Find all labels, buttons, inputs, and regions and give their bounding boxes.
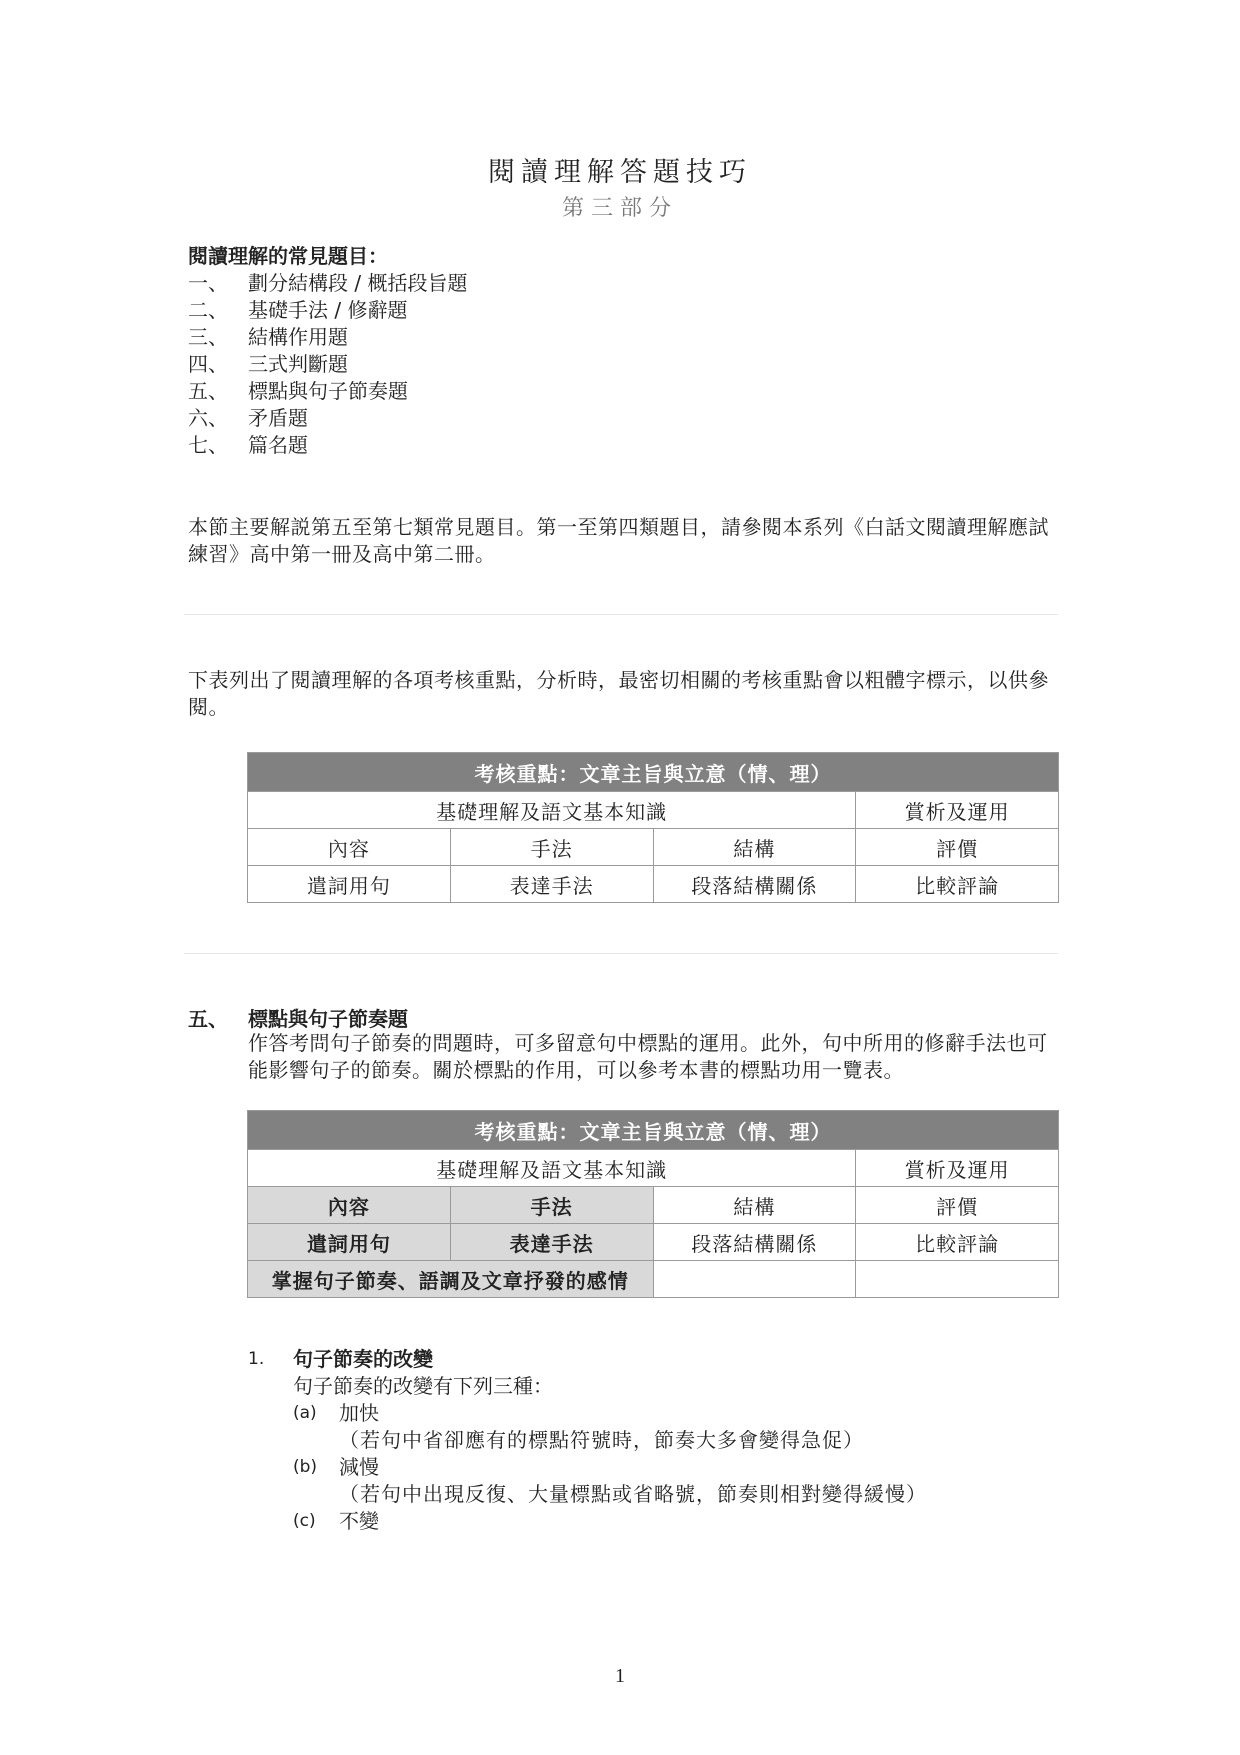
option-text: 加快 (339, 1401, 379, 1425)
common-questions (188, 243, 467, 459)
table-cell-highlight: 內容 (248, 1187, 451, 1224)
table-cell: 段落結構關係 (653, 1224, 856, 1261)
table-cell: 評價 (856, 829, 1059, 866)
subsection-1-title: 句子節奏的改變 (293, 1347, 433, 1371)
table-header: 考核重點：文章主旨與立意（情、理） (248, 753, 1059, 792)
table-cell-empty (653, 1261, 856, 1298)
table-row (248, 1187, 1059, 1224)
table-row (248, 1224, 1059, 1261)
table-row (248, 866, 1059, 903)
group-basic: 基礎理解及語文基本知識 (248, 1150, 856, 1187)
table-intro-note: 下表列出了閱讀理解的各項考核重點，分析時，最密切相關的考核重點會以粗體字標示，以供參閱。 (188, 668, 1049, 719)
list-item-text: 基礎手法 / 修辭題 (248, 298, 408, 322)
page-number: 1 (615, 1665, 625, 1687)
section-5-heading (188, 1003, 408, 1032)
list-item-num: 一、 (188, 271, 228, 295)
option-note: （若句中省卻應有的標點符號時，節奏大多會變得急促） (339, 1428, 864, 1452)
list-item (188, 324, 467, 351)
table-cell: 結構 (653, 1187, 856, 1224)
group-appreciation: 賞析及運用 (856, 1150, 1059, 1187)
list-item-num: 七、 (188, 433, 228, 457)
list-item-text: 矛盾題 (248, 406, 308, 430)
section-5-body: 作答考問句子節奏的問題時，可多留意句中標點的運用。此外，句中所用的修辭手法也可能影響句子的節奏。關於標點的作用，可以參考本書的標點功用一覽表。 (248, 1031, 1048, 1082)
list-item (188, 297, 467, 324)
option-item (293, 1454, 927, 1481)
option-text: 減慢 (339, 1455, 379, 1479)
list-item-num: 六、 (188, 406, 228, 430)
table-cell: 表達手法 (450, 866, 653, 903)
list-item-text: 標點與句子節奏題 (248, 379, 408, 403)
option-note: （若句中出現反復、大量標點或省略號，節奏則相對變得緩慢） (339, 1482, 927, 1506)
group-basic: 基礎理解及語文基本知識 (248, 792, 856, 829)
table-cell: 段落結構關係 (653, 866, 856, 903)
subsection-1-intro: 句子節奏的改變有下列三種： (293, 1374, 553, 1398)
section-5-num: 五、 (188, 1007, 228, 1031)
divider (184, 953, 1058, 954)
table-cell: 手法 (450, 829, 653, 866)
list-item-text: 結構作用題 (248, 325, 348, 349)
table-cell: 結構 (653, 829, 856, 866)
table-cell-highlight: 表達手法 (450, 1224, 653, 1261)
list-item (188, 378, 467, 405)
option-text: 不變 (339, 1509, 379, 1533)
table-header: 考核重點：文章主旨與立意（情、理） (248, 1111, 1059, 1150)
table-cell: 內容 (248, 829, 451, 866)
list-item (188, 270, 467, 297)
table-cell-highlight: 掌握句子節奏、語調及文章抒發的感情 (248, 1261, 654, 1298)
list-item-text: 劃分結構段 / 概括段旨題 (248, 271, 468, 295)
table-row (248, 829, 1059, 866)
list-item-text: 三式判斷題 (248, 352, 348, 376)
page-subtitle: 第三部分 (561, 196, 678, 221)
table-row (248, 1261, 1059, 1298)
subsection-1-body (293, 1373, 927, 1535)
divider (184, 614, 1058, 615)
assessment-table-2 (247, 1110, 1059, 1298)
list-item (188, 405, 467, 432)
list-item (188, 432, 467, 459)
option-item (293, 1508, 927, 1535)
option-label: (a) (293, 1403, 317, 1423)
table-cell: 評價 (856, 1187, 1059, 1224)
option-label: (b) (293, 1457, 318, 1477)
assessment-table-1 (247, 752, 1059, 903)
table-cell: 遣詞用句 (248, 866, 451, 903)
subsection-1-heading (248, 1346, 433, 1373)
table-cell-highlight: 手法 (450, 1187, 653, 1224)
section-5-title: 標點與句子節奏題 (248, 1007, 408, 1031)
table-cell-highlight: 遣詞用句 (248, 1224, 451, 1261)
common-questions-heading: 閱讀理解的常見題目： (188, 244, 388, 268)
group-appreciation: 賞析及運用 (856, 792, 1059, 829)
list-item-text: 篇名題 (248, 433, 308, 457)
list-item-num: 五、 (188, 379, 228, 403)
list-item-num: 四、 (188, 352, 228, 376)
option-label: (c) (293, 1511, 316, 1531)
page-title: 閱讀理解答題技巧 (488, 157, 752, 188)
subsection-1-num: 1. (248, 1349, 265, 1369)
table-cell: 比較評論 (856, 866, 1059, 903)
list-item-num: 三、 (188, 325, 228, 349)
list-item (188, 351, 467, 378)
table-cell-empty (856, 1261, 1059, 1298)
table-cell: 比較評論 (856, 1224, 1059, 1261)
list-item-num: 二、 (188, 298, 228, 322)
common-questions-note: 本節主要解説第五至第七類常見題目。第一至第四類題目，請參閱本系列《白話文閱讀理解應試練習》高中第一冊及高中第二冊。 (188, 515, 1049, 566)
option-item (293, 1400, 927, 1427)
